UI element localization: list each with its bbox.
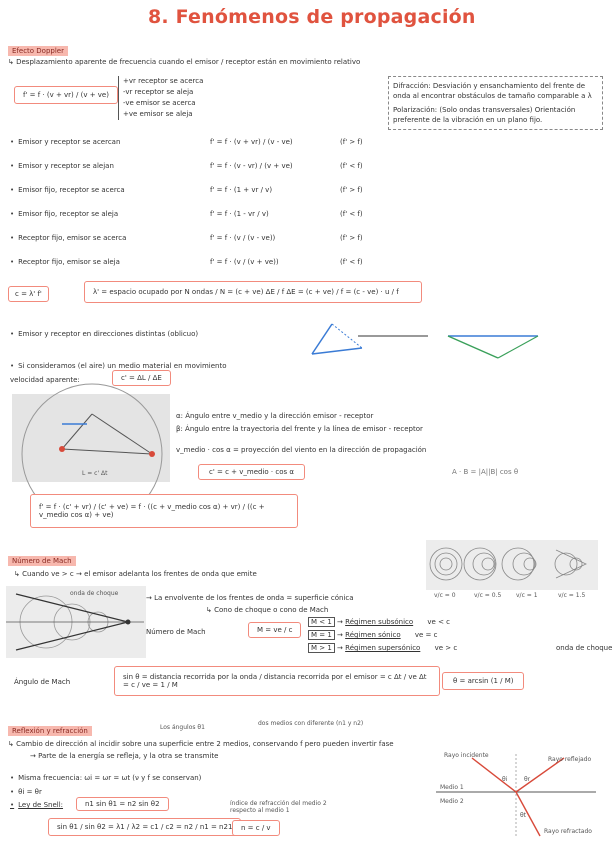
mach-envelope-text: La envolvente de los frentes de onda = superficie cónica — [154, 594, 354, 602]
mach-number-label: Número de Mach — [146, 628, 206, 636]
arrow-icon: ↳ — [8, 58, 14, 66]
wavefronts-label: v/c = 1 — [516, 592, 538, 599]
regime-relation: ve = c — [414, 631, 438, 639]
arrow-right-icon: → — [337, 631, 346, 639]
lambda-equation — [84, 281, 422, 303]
apparent-speed-label: velocidad aparente: — [10, 376, 80, 384]
mach-number-equation — [248, 622, 301, 638]
regime-relation: ve > c — [434, 644, 458, 652]
beta-note: β: Ángulo entre la trayectoria del frente y la línea de emisor - receptor — [176, 425, 423, 433]
regime-row — [308, 642, 457, 655]
regime-name: Régimen subsónico — [345, 618, 414, 626]
incident-ray-label: Rayo incidente — [444, 752, 489, 759]
mach-regimes — [308, 616, 457, 655]
mach-theta-equation — [442, 672, 524, 690]
arrow-right-icon: → — [337, 644, 346, 652]
mach-cone-label: onda de choque — [70, 590, 119, 597]
shock-wave-label: onda de choque — [556, 644, 612, 652]
mach-heading: Número de Mach — [8, 556, 76, 566]
refraction-definition-2-text: Parte de la energía se refleja, y la otra se transmite — [38, 752, 219, 760]
snell-note: índice de refracción del medio 2 respecto al medio 1 — [230, 800, 327, 814]
refraction-item-frequency: • Misma frecuencia: ωi = ωr = ωt (ν y f se conservan) — [10, 774, 201, 782]
mach-case — [14, 570, 257, 578]
case-formula: f' = f · (1 - vr / v) — [210, 210, 269, 218]
regime-row — [308, 616, 457, 629]
regime-name: Régimen sónico — [345, 631, 401, 639]
arrow-icon: ↳ — [206, 606, 215, 614]
mach-case-result: el emisor adelanta los frentes de onda que emite — [84, 570, 257, 578]
wavefronts-figure — [426, 540, 598, 590]
refraction-item-snell: • Ley de Snell: — [10, 801, 63, 809]
refraction-note-rays: Los ángulos θ1 — [160, 724, 205, 731]
legend-item: -vr receptor se aleja — [123, 88, 194, 96]
case-text: • Emisor y receptor se alejan — [10, 162, 114, 170]
mach-angle-equation-text: sin θ = distancia recorrida por la onda / distancia recorrida por el emisor = c Δt / ve Δt = c / ve = 1 / M — [123, 673, 427, 689]
wind-doppler-figure — [12, 394, 170, 482]
case-result: (f' > f) — [340, 138, 363, 146]
refraction-ratio-equation — [48, 818, 241, 836]
regime-relation: ve < c — [427, 618, 451, 626]
wavefronts-label: v/c = 1.5 — [558, 592, 586, 599]
legend-item: +vr receptor se acerca — [123, 77, 204, 85]
apparent-speed-equation — [112, 370, 171, 386]
wavefronts-label: v/c = 0.5 — [474, 592, 502, 599]
arrow-right-icon: → — [30, 752, 39, 760]
mach-angle-equation — [114, 666, 440, 696]
theta-i-label: θi — [502, 776, 508, 783]
oblique-receiver-figure — [348, 316, 548, 366]
case-row — [10, 186, 390, 194]
arrow-right-icon: → — [146, 594, 155, 602]
legend-item: -ve emisor se acerca — [123, 99, 196, 107]
alpha-note: α: Ángulo entre v_medio y la dirección emisor - receptor — [176, 412, 374, 420]
mach-cone-text — [206, 606, 328, 614]
refraction-definition-text: Cambio de dirección al incidir sobre una superficie entre 2 medios, conservando f pero pueden invertir fase — [16, 740, 394, 748]
case-result: (f' > f) — [340, 186, 363, 194]
mach-case-text: Cuando ve > c — [22, 570, 74, 578]
lambda-equation-text: λ' = espacio ocupado por N ondas / N = (c + ve) ΔE / f ΔE = (c + ve) / f = (c - ve) · u / f — [93, 288, 399, 296]
refraction-ratio-equation-text: sin θ1 / sin θ2 = λ1 / λ2 = c1 / c2 = n2 / n1 = n21 — [57, 823, 233, 831]
case-row — [10, 138, 390, 146]
case-result: (f' < f) — [340, 210, 363, 218]
side-note-diffraction: Difracción: Desviación y ensanchamiento del frente de onda al encontrar obstáculos de tamaño comparable a λ — [393, 82, 592, 100]
refraction-definition — [8, 740, 394, 748]
medium-text: • Si consideramos (el aire) un medio material en movimiento — [10, 362, 227, 370]
apparent-speed-equation-text: c' = ΔL / ΔE — [121, 374, 162, 382]
refracted-ray-label: Rayo refractado — [544, 828, 592, 835]
case-formula: f' = f · (v - vr) / (v + ve) — [210, 162, 293, 170]
doppler-legend — [118, 76, 203, 120]
legend-item: +ve emisor se aleja — [123, 110, 193, 118]
case-result: (f' > f) — [340, 234, 363, 242]
case-formula: f' = f · (v + vr) / (v - ve) — [210, 138, 293, 146]
case-text: • Emisor fijo, receptor se aleja — [10, 210, 118, 218]
regime-cond: M < 1 — [308, 617, 335, 627]
wavefronts-label: v/c = 0 — [434, 592, 456, 599]
c-prime-equation-text: c' = c + v_medio · cos α — [209, 468, 294, 476]
medium-1-label: Medio 1 — [440, 784, 464, 791]
refraction-index-equation — [232, 820, 280, 836]
side-notes — [388, 76, 603, 130]
mach-theta-equation-text: θ = arcsin (1 / M) — [453, 677, 514, 685]
snell-equation-text: n1 sin θ1 = n2 sin θ2 — [85, 800, 160, 808]
wind-figure-label: L = c' Δt — [82, 470, 108, 477]
snell-equation — [76, 797, 169, 811]
arrow-icon: ↳ — [14, 570, 20, 578]
side-note-polarization: Polarización: (Solo ondas transversales) Orientación preferente de la vibración en un plano fijo. — [393, 106, 576, 124]
medium-2-label: Medio 2 — [440, 798, 464, 805]
case-formula: f' = f · (v / (v + ve)) — [210, 258, 279, 266]
mach-envelope — [146, 594, 354, 602]
case-text: • Receptor fijo, emisor se acerca — [10, 234, 126, 242]
vector-dot-product: A · B = |A||B| cos θ — [452, 468, 519, 476]
doppler-main-formula-text: f' = f · (v + vr) / (v + ve) — [23, 91, 109, 99]
reflected-ray-label: Rayo reflejado — [548, 756, 592, 763]
page-title: 8. Fenómenos de propagación — [148, 6, 476, 28]
refraction-item-angles: • θi = θr — [10, 788, 42, 796]
doppler-definition — [8, 58, 360, 66]
mach-angle-label: Ángulo de Mach — [14, 678, 71, 686]
doppler-main-formula — [14, 86, 118, 104]
theta-t-label: θt — [520, 812, 527, 819]
doppler-definition-text: Desplazamiento aparente de frecuencia cuando el emisor / receptor están en movimiento relativo — [16, 58, 361, 66]
refraction-index-equation-text: n = c / v — [241, 824, 271, 832]
case-result: (f' < f) — [340, 258, 363, 266]
regime-name: Régimen supersónico — [345, 644, 421, 652]
mach-cone-text-value: Cono de choque o cono de Mach — [214, 606, 329, 614]
regime-cond: M = 1 — [308, 630, 335, 640]
c-equation-text: c = λ' f' — [15, 290, 42, 298]
case-formula: f' = f · (1 + vr / v) — [210, 186, 273, 194]
refraction-definition-2 — [30, 752, 218, 760]
case-text: • Emisor y receptor se acercan — [10, 138, 120, 146]
case-result: (f' < f) — [340, 162, 363, 170]
case-row — [10, 234, 390, 242]
case-row — [10, 210, 390, 218]
final-doppler-equation-text: f' = f · (c' + vr) / (c' + ve) = f · ((c + v_medio cos α) + vr) / ((c + v_medio cos α) + ve) — [39, 503, 265, 519]
theta-r-label: θr — [524, 776, 531, 783]
regime-row — [308, 629, 457, 642]
regime-cond: M > 1 — [308, 643, 335, 653]
case-row — [10, 258, 390, 266]
doppler-heading: Efecto Doppler — [8, 46, 68, 56]
projection-note: v_medio · cos α = proyección del viento en la dirección de propagación — [176, 446, 427, 454]
arrow-right-icon: → — [337, 618, 346, 626]
arrow-icon: ↳ — [8, 740, 14, 748]
arrow-right-icon: → — [75, 570, 85, 578]
oblique-text: • Emisor y receptor en direcciones distintas (oblicuo) — [10, 330, 198, 338]
case-formula: f' = f · (v / (v - ve)) — [210, 234, 276, 242]
c-prime-equation — [198, 464, 305, 480]
mach-number-equation-text: M = ve / c — [257, 626, 293, 634]
case-row — [10, 162, 390, 170]
final-doppler-equation — [30, 494, 298, 528]
refraction-note-media: dos medios con diferente (n1 y n2) — [258, 720, 364, 727]
refraction-heading: Reflexión y refracción — [8, 726, 92, 736]
c-equation — [8, 286, 49, 302]
case-text: • Emisor fijo, receptor se acerca — [10, 186, 125, 194]
case-text: • Receptor fijo, emisor se aleja — [10, 258, 120, 266]
